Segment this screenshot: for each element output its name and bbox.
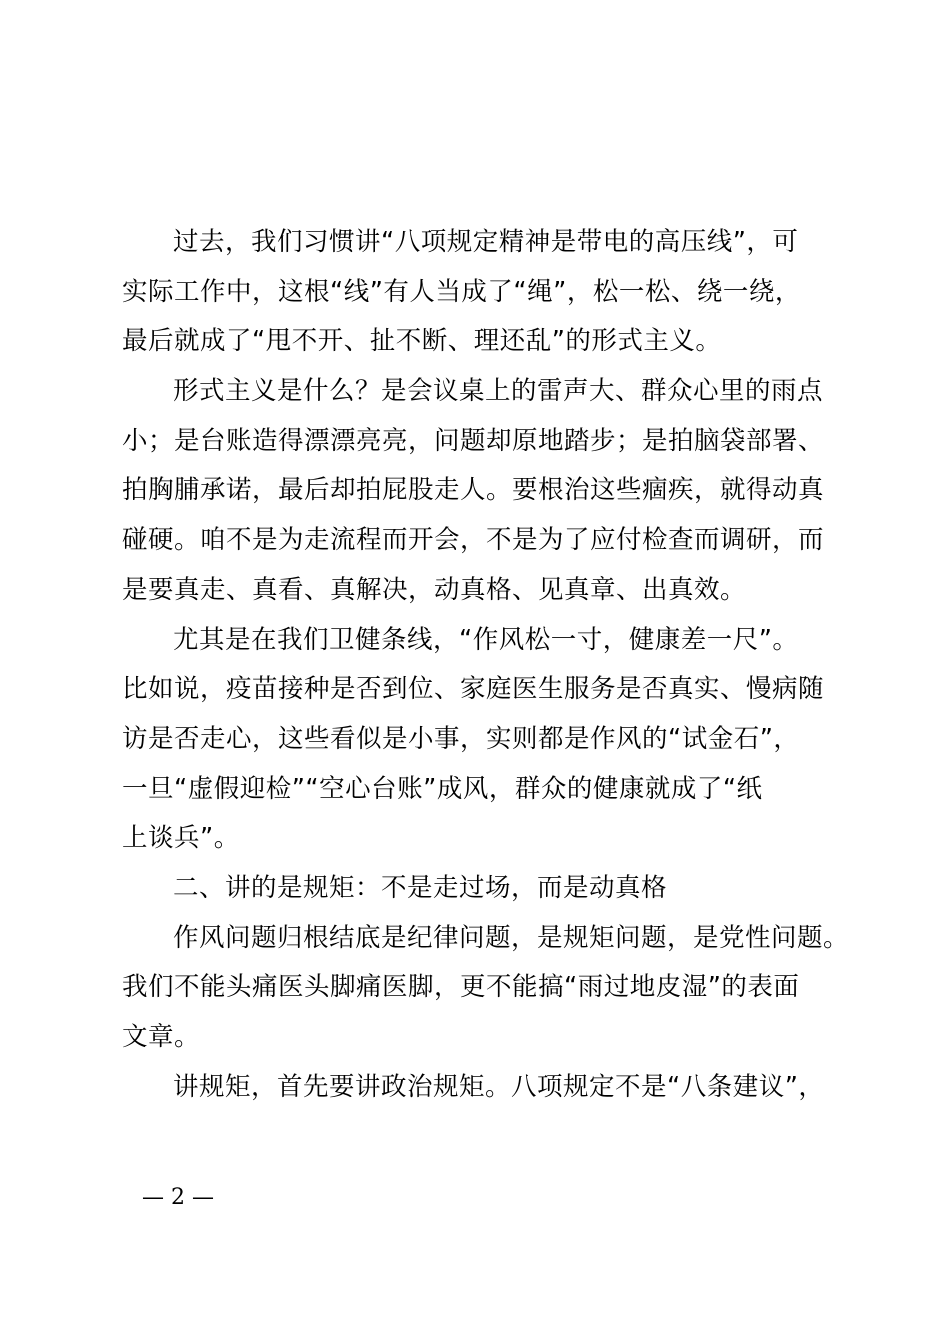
paragraph-line: 实际工作中，这根“线”有人当成了“绳”，松一松、绕一绕， [122,276,801,307]
paragraph-line: 我们不能头痛医头脚痛医脚，更不能搞“雨过地皮湿”的表面 [122,972,800,1003]
paragraph-line: 碰硬。咱不是为走流程而开会，不是为了应付检查而调研，而 [122,525,825,556]
section-heading: 二、讲的是规矩：不是走过场，而是动真格 [173,872,668,903]
paragraph-line: 讲规矩，首先要讲政治规矩。八项规定不是“八条建议”， [173,1071,825,1102]
paragraph-line: 拍胸脯承诺，最后却拍屁股走人。要根治这些痼疾，就得动真 [122,475,825,506]
paragraph-line: 一旦“虚假迎检”“空心台账”成风，群众的健康就成了“纸 [122,773,763,804]
paragraph-line: 小；是台账造得漂漂亮亮，问题却原地踏步；是拍脑袋部署、 [122,425,825,456]
document-body [122,218,850,1112]
paragraph-line: 上谈兵”。 [122,823,240,854]
paragraph-line: 比如说，疫苗接种是否到位、家庭医生服务是否真实、慢病随 [122,674,825,705]
paragraph-line: 访是否走心，这些看似是小事，实则都是作风的“试金石”， [122,723,800,754]
paragraph-line: 最后就成了“甩不开、扯不断、理还乱”的形式主义。 [122,326,722,357]
paragraph-line: 形式主义是什么？是会议桌上的雷声大、群众心里的雨点 [173,376,824,407]
paragraph-line: 作风问题归根结底是纪律问题，是规矩问题，是党性问题。 [173,922,850,953]
paragraph-line: 是要真走、真看、真解决，动真格、见真章、出真效。 [122,574,747,605]
page-number: — 2 — [142,1185,214,1210]
paragraph-line: 过去，我们习惯讲“八项规定精神是带电的高压线”，可 [173,227,799,257]
paragraph-line: 尤其是在我们卫健条线，“作风松一寸，健康差一尺”。 [173,624,799,655]
paragraph-line: 文章。 [122,1022,201,1052]
